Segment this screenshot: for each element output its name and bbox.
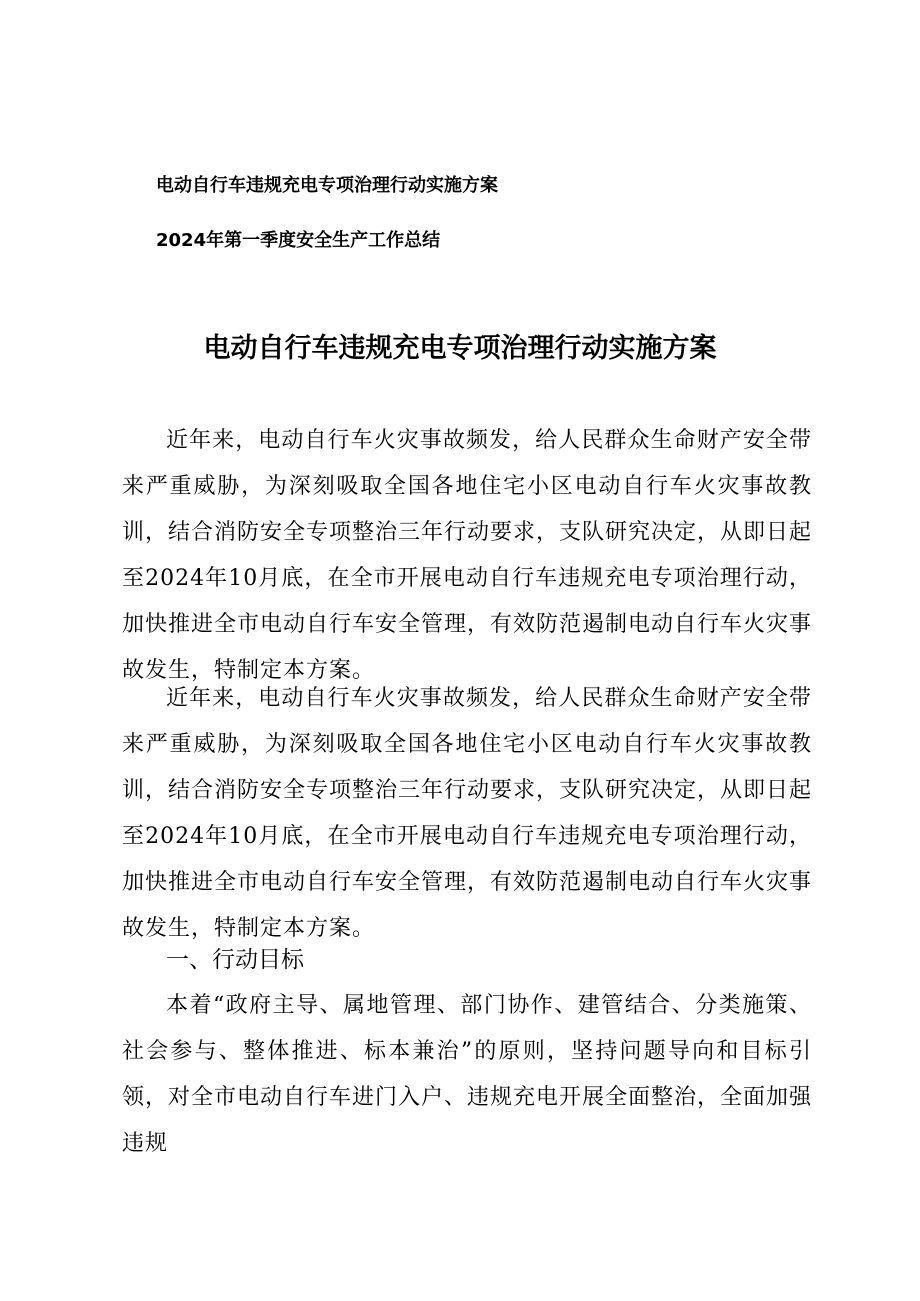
- document-title: 电动自行车违规充电专项治理行动实施方案: [203, 333, 717, 364]
- body-paragraph-2: 近年来，电动自行车火灾事故频发，给人民群众生命财产安全带来严重威胁，为深刻吸取全国各地住宅小区电动自行车火灾事故教训，结合消防安全专项整治三年行动要求，支队研究决定，从即日起至2024年10月底，在全市开展电动自行车违规充电专项治理行动，加快推进全市电动自行车安全管理，有效防范遏制电动自行车火灾事故发生，特制定本方案。: [122, 686, 813, 941]
- toc-item-charging-plan[interactable]: 电动自行车违规充电专项治理行动实施方案: [156, 175, 498, 196]
- body-paragraph-action-goals: 本着“政府主导、属地管理、部门协作、建管结合、分类施策、社会参与、整体推进、标本兼治”的原则，坚持问题导向和目标引领，对全市电动自行车进门入户、违规充电开展全面整治，全面加强违规: [122, 993, 813, 1156]
- body-paragraph-1: 近年来，电动自行车火灾事故频发，给人民群众生命财产安全带来严重威胁，为深刻吸取全国各地住宅小区电动自行车火灾事故教训，结合消防安全专项整治三年行动要求，支队研究决定，从即日起至2024年10月底，在全市开展电动自行车违规充电专项治理行动，加快推进全市电动自行车安全管理，有效防范遏制电动自行车火灾事故发生，特制定本方案。: [122, 428, 813, 683]
- toc-item-safety-summary[interactable]: 2024年第一季度安全生产工作总结: [156, 230, 441, 251]
- section-heading-action-goals: 一、行动目标: [166, 947, 304, 973]
